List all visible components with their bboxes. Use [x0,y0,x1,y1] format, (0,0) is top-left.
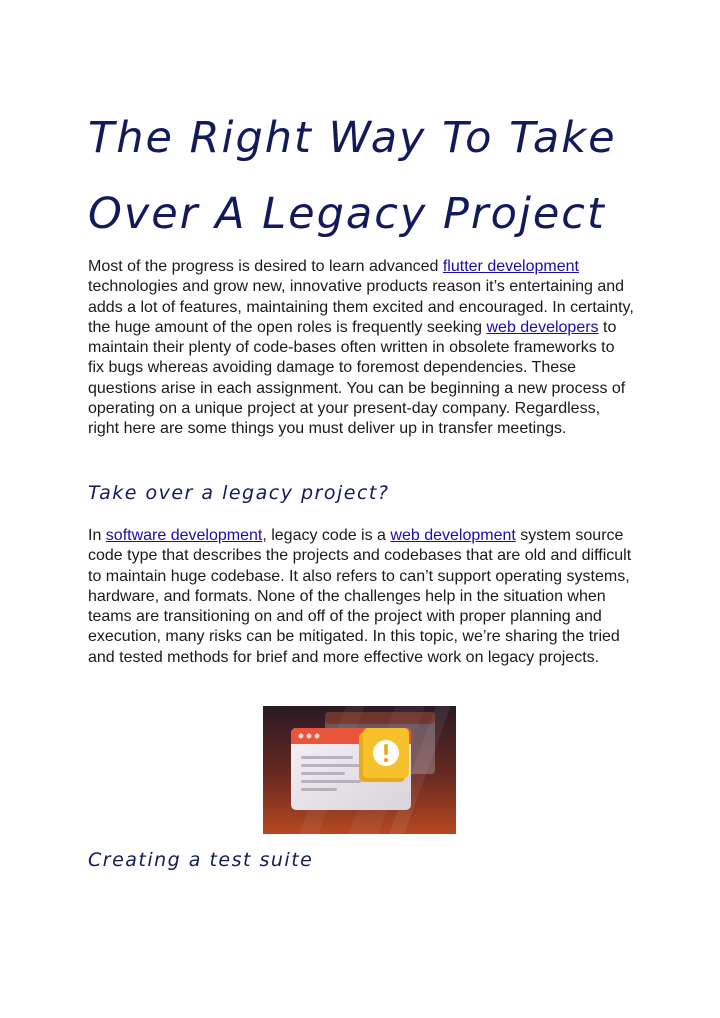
intro-paragraph [88,257,634,440]
warning-window-icon [263,706,456,834]
flutter-development-link[interactable]: flutter development [442,258,579,275]
legacy-text-3: system source code type that describes the projects and codebases that are old and difficult to maintain huge codebase. It also refers to can’t support operating systems, hardware, and formats. None of the challenges help in the situation when teams are transitioning on and off of the project with proper planning and execution, many risks can be mitigated. In this topic, we’re sharing the tried and tested methods for brief and more effective work on legacy projects. [88,527,632,666]
page-title-line-1: The Right Way To Take [88,113,617,163]
intro-text-1: Most of the progress is desired to learn advanced [88,258,443,275]
legacy-text-1: In [88,527,106,544]
section-heading-legacy-project: Take over a legacy project? [88,482,390,504]
section-heading-test-suite: Creating a test suite [88,849,314,871]
intro-text-2: technologies and grow new, innovative products reason it’s entertaining and adds a lot of features, maintaining them excited and encouraged. In certainty, the huge amount of the open roles is frequently seeking [88,278,634,336]
page-title [88,100,648,252]
web-developers-link[interactable]: web developers [486,318,599,336]
software-development-link[interactable]: software development [105,527,263,544]
page-title-line-2: Over A Legacy Project [88,189,606,239]
web-development-link[interactable]: web development [390,527,516,544]
legacy-text-2: , legacy code is a [262,527,391,544]
legacy-paragraph [88,526,634,668]
intro-text-3: to maintain their plenty of code-bases often written in obsolete frameworks to fix bugs whereas avoiding damage to foremost dependencies. These questions arise in each assignment. You can be beginning a new process of operating on a unique project at your present-day company. Regardless, right here are some things you must deliver up in transfer meetings. [88,318,626,438]
warning-window-illustration [263,706,456,834]
